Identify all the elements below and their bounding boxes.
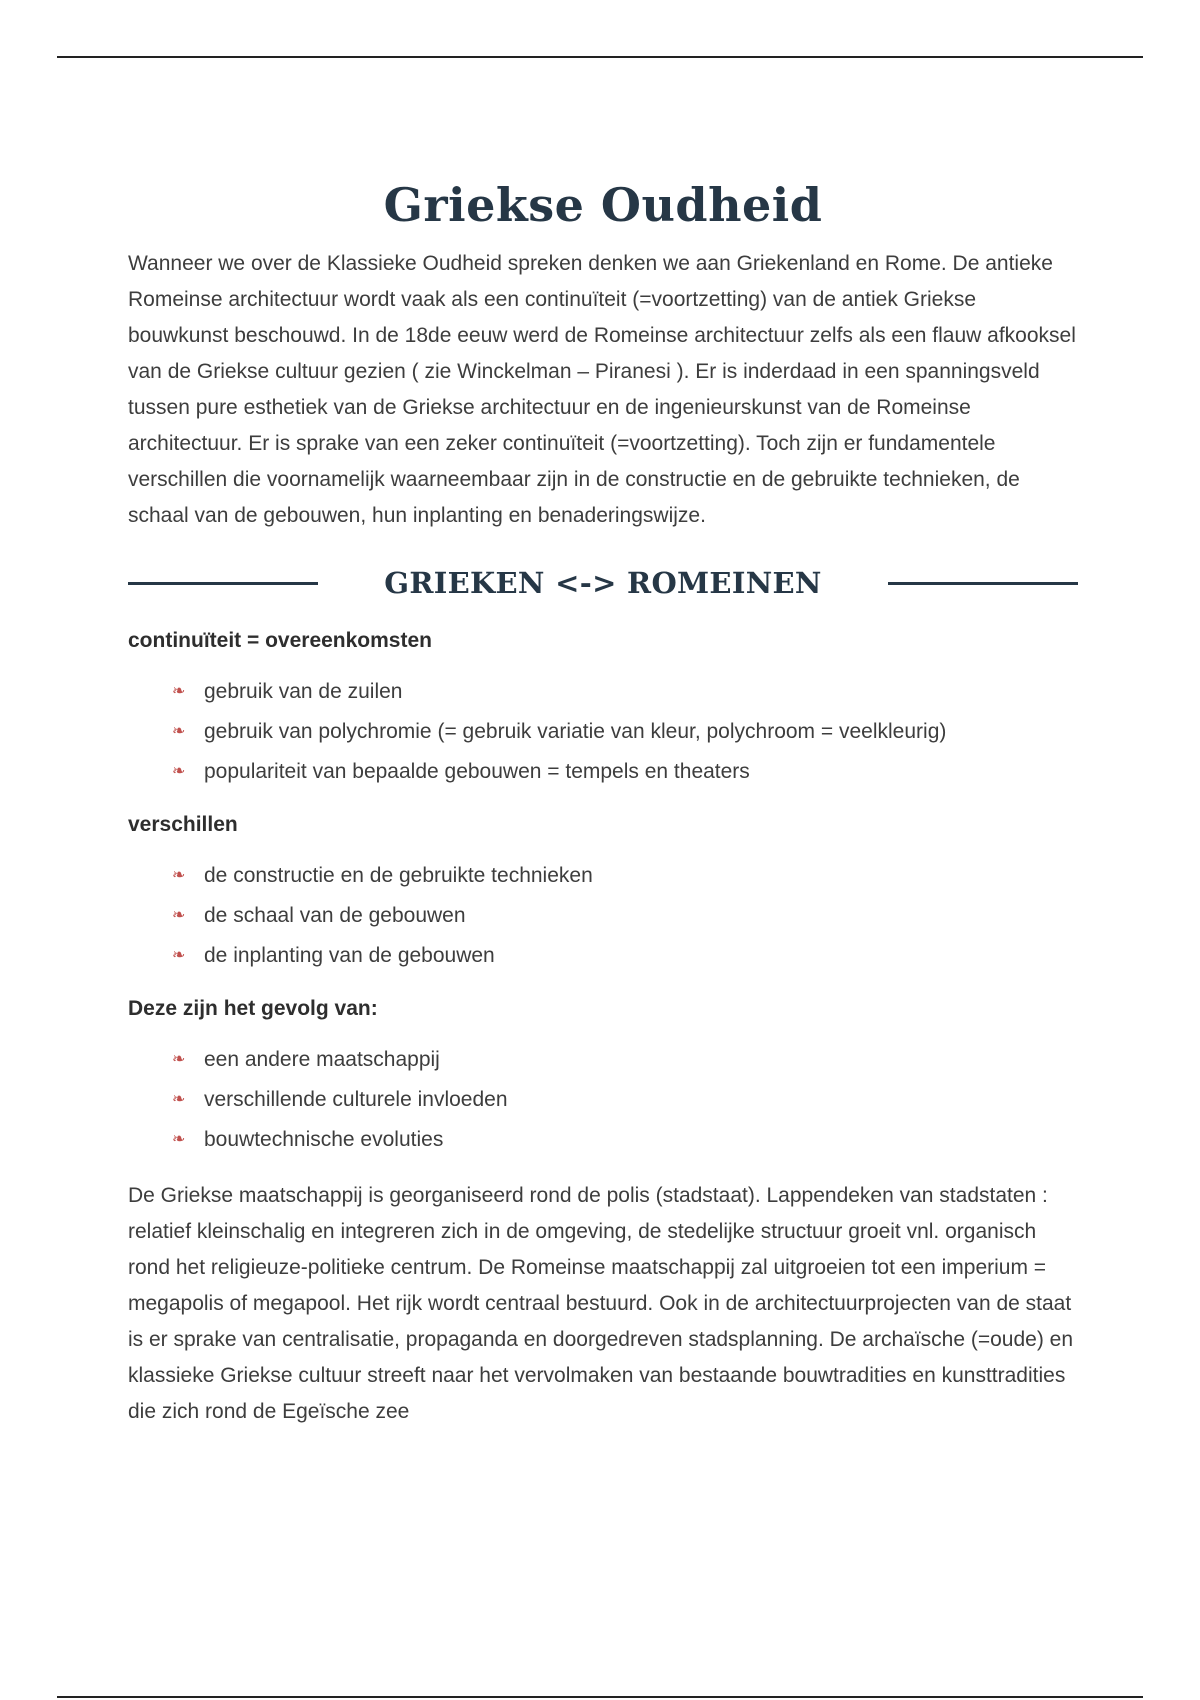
floral-bullet-icon: ❧ [172, 1091, 186, 1108]
floral-bullet-icon: ❧ [172, 763, 186, 780]
heading-rule-right [888, 582, 1078, 585]
list-differences [128, 856, 1078, 976]
list-item-text: de constructie en de gebruikte technieken [204, 864, 593, 887]
list-continuity [128, 672, 1078, 792]
list-item [172, 712, 1078, 752]
list-item-text: de inplanting van de gebouwen [204, 944, 495, 967]
intro-paragraph: Wanneer we over de Klassieke Oudheid spreken denken we aan Griekenland en Rome. De antieke Romeinse architectuur wordt vaak als een continuïteit (=voortzetting) van de antiek Griekse bouwkunst beschouwd. In de 18de eeuw werd de Romeinse architectuur zelfs als een flauw afkooksel van de Griekse cultuur gezien ( zie Winckelman – Piranesi ). Er is inderdaad in een spanningsveld tussen pure esthetiek van de Griekse architectuur en de ingenieurskunst van de Romeinse architectuur. Er is sprake van een zeker continuïteit (=voortzetting). Toch zijn er fundamentele verschillen die voornamelijk waarneembaar zijn in de constructie en de gebruikte technieken, de schaal van de gebouwen, hun inplanting en benaderingswijze. [128, 252, 1076, 527]
list-item-text: een andere maatschappij [204, 1048, 440, 1071]
closing-paragraph: De Griekse maatschappij is georganiseerd rond de polis (stadstaat). Lappendeken van stadstaten : relatief kleinschalig en integreren zich in de omgeving, de stedelijke structuur groeit vnl. organisch rond het religieuze-politieke centrum. De Romeinse maatschappij zal uitgroeien tot een imperium = megapolis of megapool. Het rijk wordt centraal bestuurd. Ook in de architectuurprojecten van de staat is er sprake van centralisatie, propaganda en doorgedreven stadsplanning. De archaïsche (=oude) en klassieke Griekse cultuur streeft naar het vervolmaken van bestaande bouwtradities en kunsttradities die zich rond de Egeïsche zee [128, 1184, 1074, 1423]
list-item-text: bouwtechnische evoluties [204, 1128, 444, 1151]
floral-bullet-icon: ❧ [172, 907, 186, 924]
list-item-text: gebruik van polychromie (= gebruik variatie van kleur, polychroom = veelkleurig) [204, 720, 947, 743]
list-item [172, 1080, 1078, 1120]
floral-bullet-icon: ❧ [172, 683, 186, 700]
document-body [128, 170, 1078, 1430]
bottom-rule [57, 1696, 1143, 1698]
list-item [172, 936, 1078, 976]
list-consequences [128, 1040, 1078, 1160]
heading-rule-left [128, 582, 318, 585]
section-heading-text: GRIEKEN <-> ROMEINEN [384, 566, 822, 600]
floral-bullet-icon: ❧ [172, 867, 186, 884]
floral-bullet-icon: ❧ [172, 1051, 186, 1068]
list-heading-continuity: continuïteit = overeenkomsten [128, 629, 432, 652]
list-item-text: populariteit van bepaalde gebouwen = tempels en theaters [204, 760, 750, 783]
list-heading-differences: verschillen [128, 813, 238, 836]
list-item-text: verschillende culturele invloeden [204, 1088, 508, 1111]
section-heading [128, 558, 1078, 608]
list-item [172, 672, 1078, 712]
list-item [172, 896, 1078, 936]
list-item [172, 1040, 1078, 1080]
top-rule [57, 56, 1143, 58]
list-item [172, 752, 1078, 792]
page-title: Griekse Oudheid [383, 178, 823, 232]
list-item-text: gebruik van de zuilen [204, 680, 403, 703]
floral-bullet-icon: ❧ [172, 723, 186, 740]
list-item [172, 856, 1078, 896]
floral-bullet-icon: ❧ [172, 947, 186, 964]
list-item [172, 1120, 1078, 1160]
floral-bullet-icon: ❧ [172, 1131, 186, 1148]
list-item-text: de schaal van de gebouwen [204, 904, 466, 927]
list-heading-consequences: Deze zijn het gevolg van: [128, 997, 378, 1020]
